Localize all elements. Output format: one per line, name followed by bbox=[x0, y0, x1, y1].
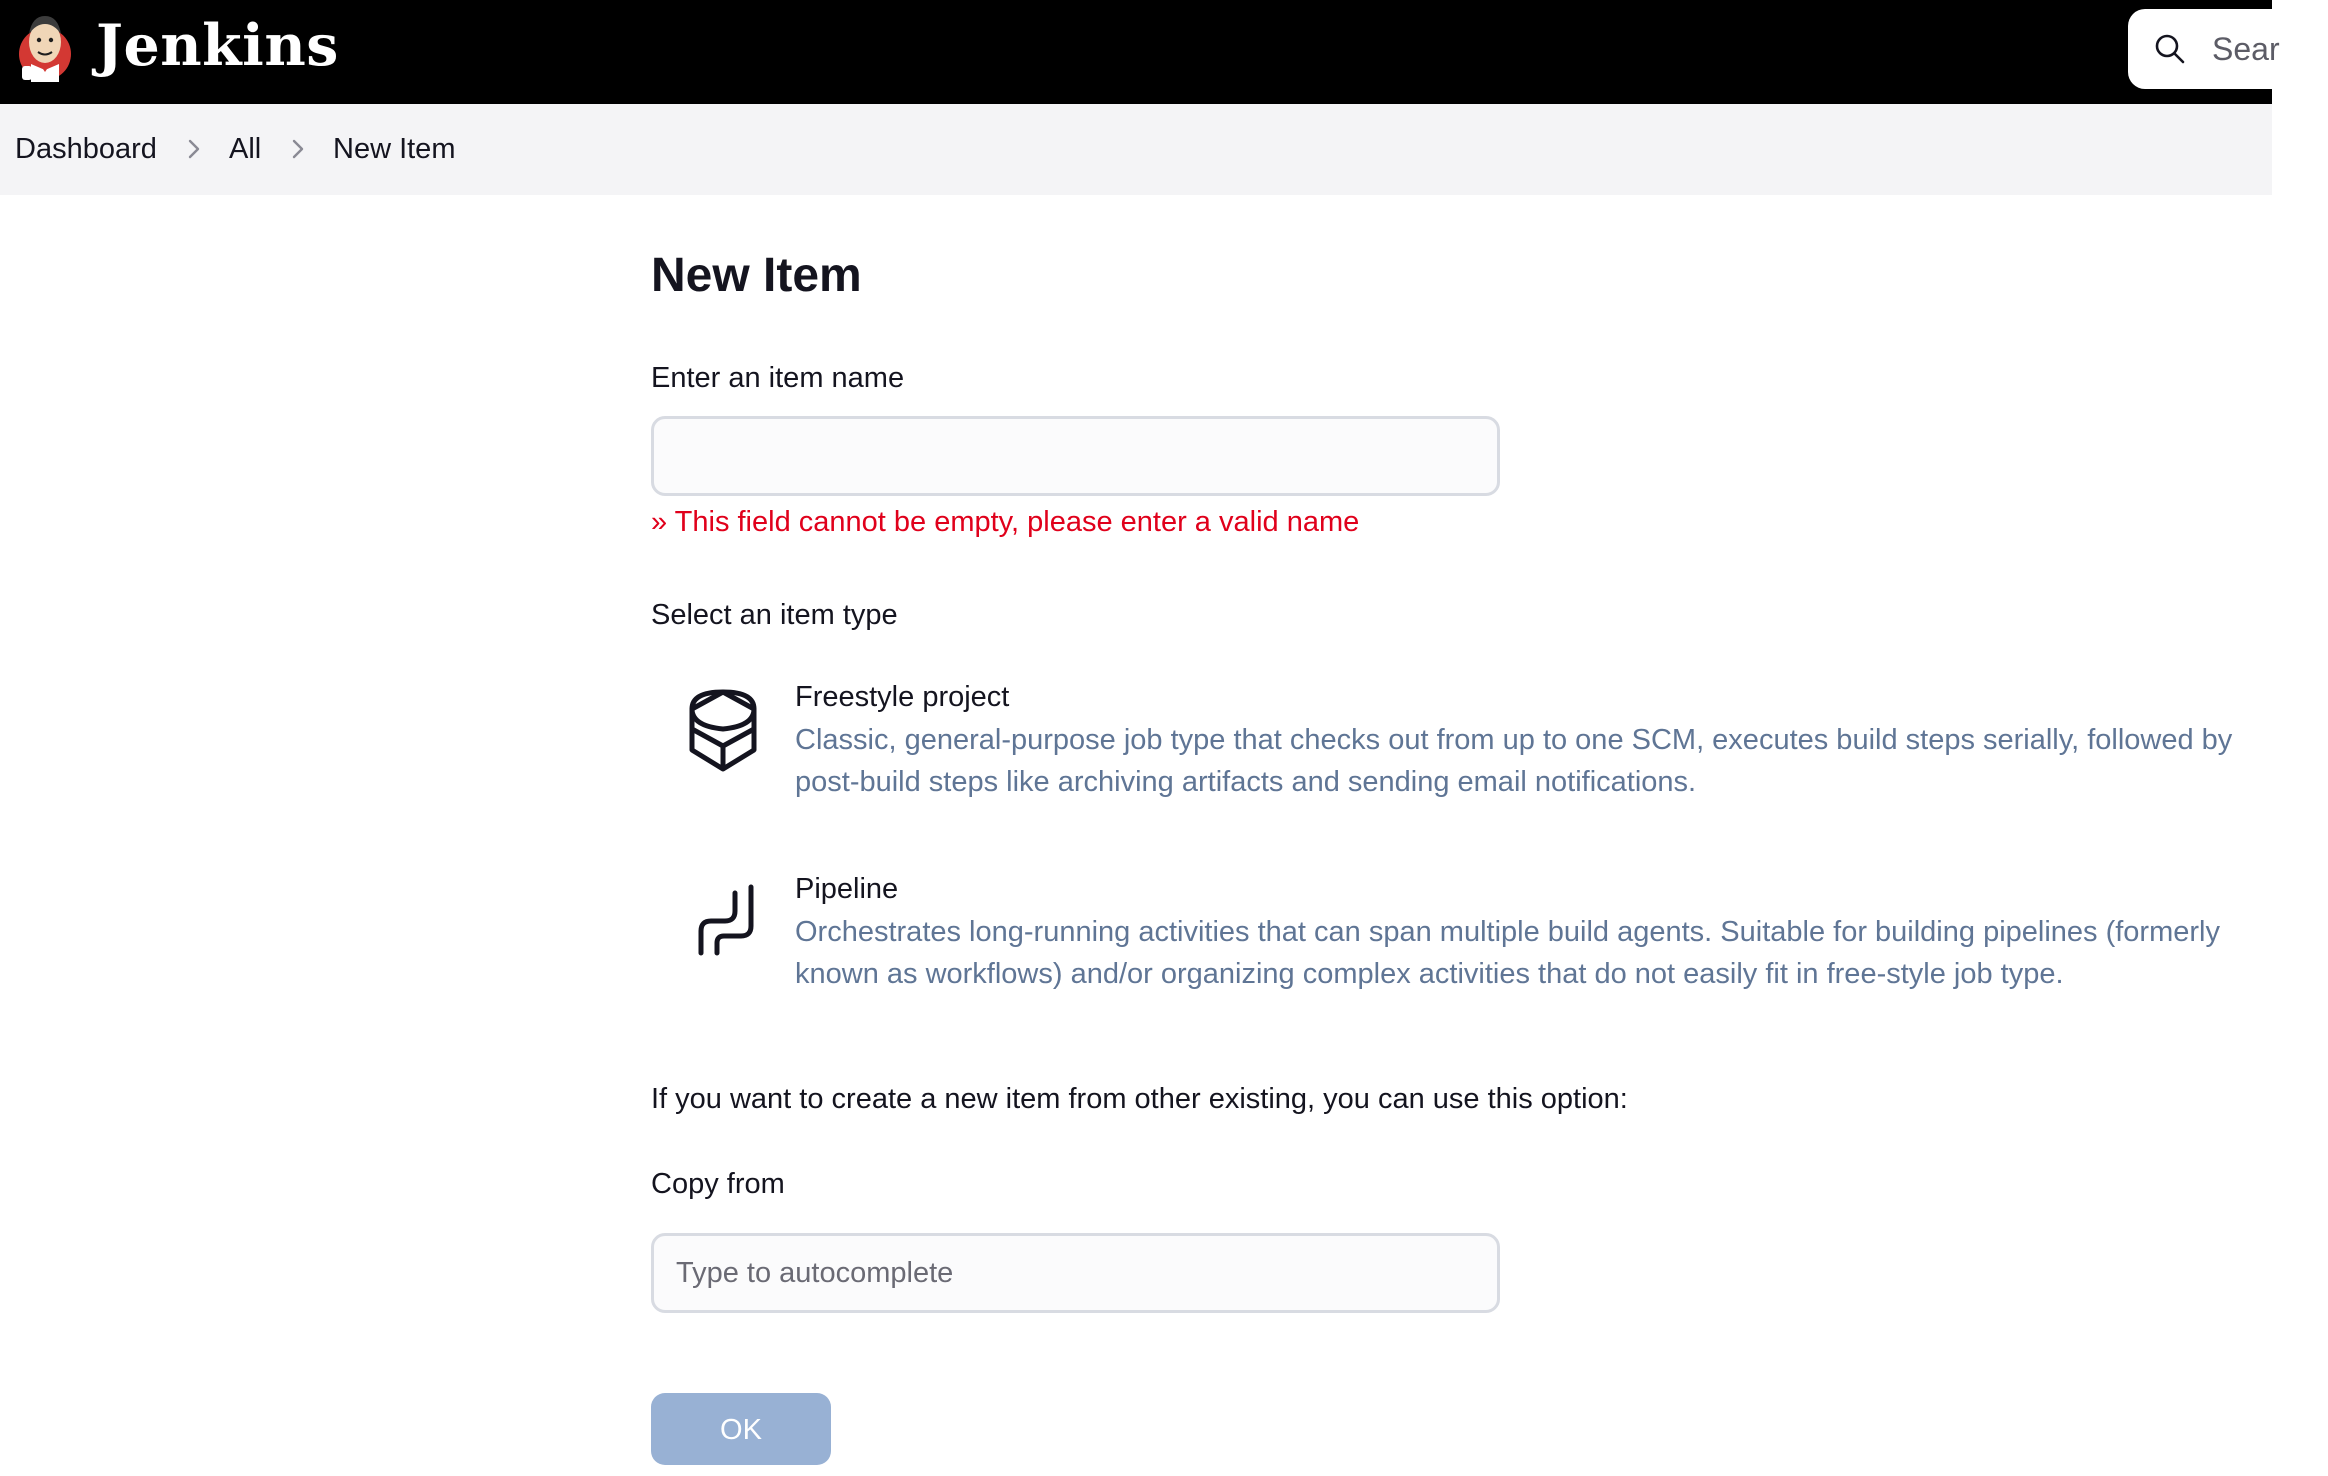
top-header bbox=[0, 0, 2280, 104]
item-name-error: » This field cannot be empty, please enter a valid name bbox=[651, 506, 1360, 538]
item-name-label: Enter an item name bbox=[651, 362, 905, 394]
breadcrumb-item-new-item[interactable]: New Item bbox=[333, 133, 456, 165]
breadcrumb-item-dashboard[interactable]: Dashboard bbox=[15, 133, 157, 165]
copy-from-input[interactable] bbox=[651, 1233, 1500, 1313]
item-type-title: Freestyle project bbox=[795, 681, 1010, 713]
breadcrumb-item-all[interactable]: All bbox=[229, 133, 262, 165]
ok-button[interactable]: OK bbox=[651, 1393, 831, 1465]
breadcrumb bbox=[0, 104, 2272, 195]
item-name-input[interactable] bbox=[651, 416, 1500, 496]
page-title: New Item bbox=[651, 249, 862, 302]
item-type-pipeline[interactable] bbox=[651, 869, 2272, 1019]
copy-hint: If you want to create a new item from other existing, you can use this option: bbox=[651, 1083, 1628, 1115]
search-icon bbox=[2154, 33, 2186, 65]
item-type-freestyle[interactable] bbox=[651, 677, 2272, 827]
brand-name[interactable]: Jenkins bbox=[96, 12, 339, 79]
search-placeholder[interactable]: Sear bbox=[2212, 31, 2280, 67]
search-box[interactable] bbox=[2128, 9, 2328, 89]
item-type-title: Pipeline bbox=[795, 873, 899, 905]
copy-from-label: Copy from bbox=[651, 1168, 785, 1200]
item-type-label: Select an item type bbox=[651, 599, 898, 631]
chevron-right-icon bbox=[289, 137, 307, 161]
item-type-description: Orchestrates long-running activities that can span multiple build agents. Suitable for building pipelines (formerly known as workflows) and/or organizing complex activities that do not easily fit in free-style job type. bbox=[795, 916, 2220, 990]
chevron-right-icon bbox=[185, 137, 203, 161]
pipeline-icon bbox=[687, 881, 759, 967]
jenkins-logo[interactable] bbox=[14, 8, 76, 90]
item-type-description: Classic, general-purpose job type that checks out from up to one SCM, executes build steps serially, followed by post-build steps like archiving artifacts and sending email notifications. bbox=[795, 724, 2233, 798]
cube-icon bbox=[687, 689, 759, 775]
